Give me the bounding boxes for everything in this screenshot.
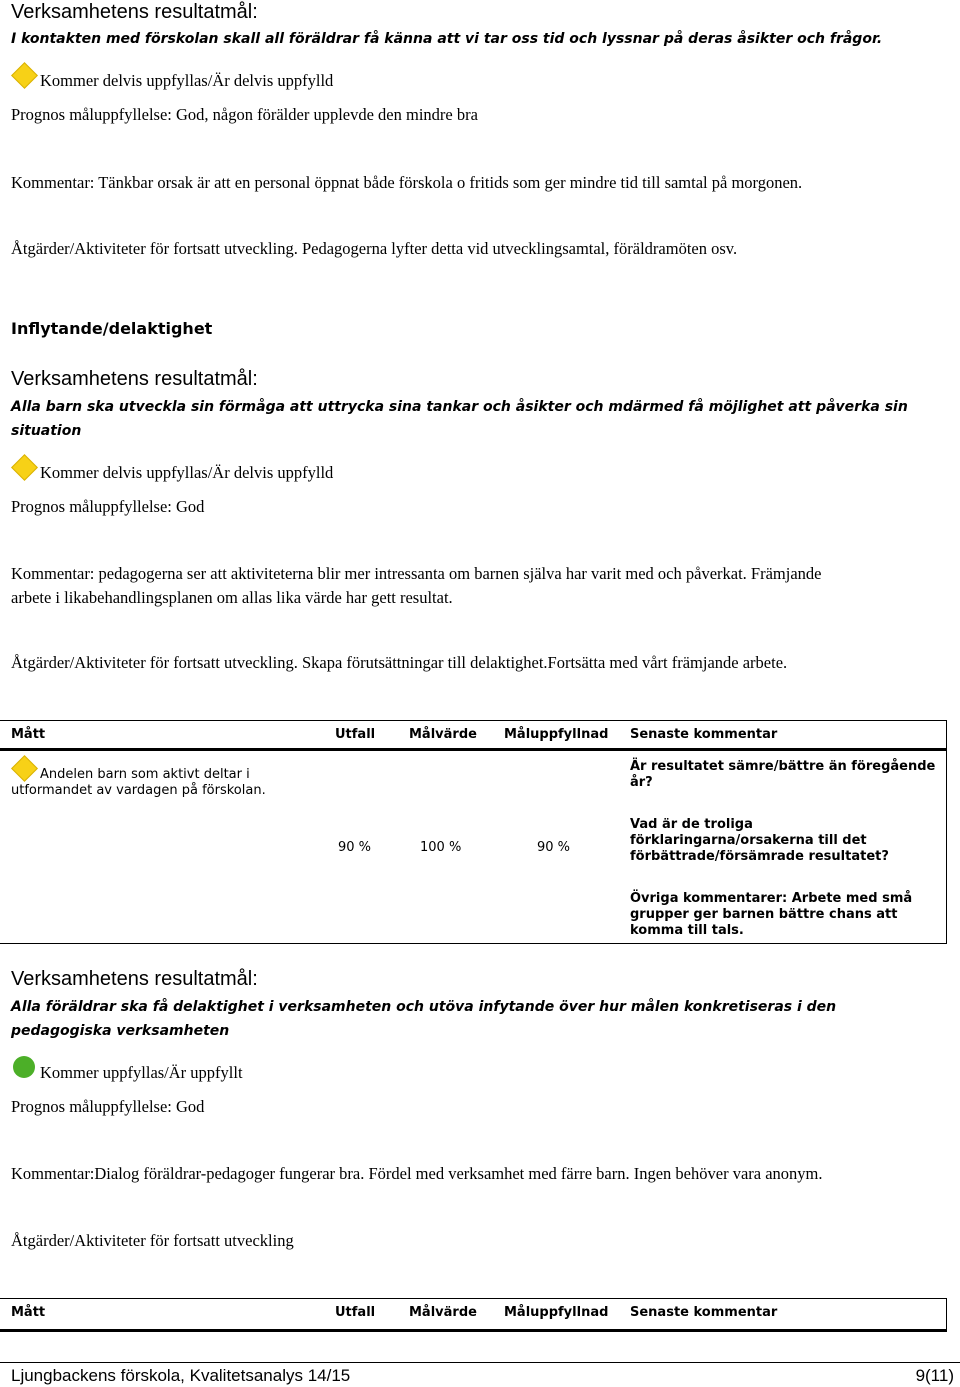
yellow-diamond-status-icon	[11, 62, 38, 89]
measure-text: Andelen barn som aktivt deltar i utformandet av vardagen på förskolan.	[11, 767, 266, 798]
atgarder-text: Åtgärder/Aktiviteter för fortsatt utveckling. Pedagogerna lyfter detta vid utvecklingsamtal, föräldramöten osv.	[11, 239, 738, 258]
footer-page-number: 9(11)	[915, 1366, 954, 1385]
measure-table	[0, 1298, 947, 1332]
col-header-maluppfyllnad: Måluppfyllnad	[504, 1305, 609, 1320]
section-title: Inflytande/delaktighet	[11, 319, 213, 338]
comment-question-1: Är resultatet sämre/bättre än föregående år?	[630, 759, 936, 790]
prognos-text: Prognos måluppfyllelse: God	[11, 497, 205, 516]
yellow-diamond-status-icon	[11, 454, 38, 481]
atgarder-text: Åtgärder/Aktiviteter för fortsatt utveckling. Skapa förutsättningar till delaktighet.Fortsätta med vårt främjande arbete.	[11, 653, 788, 672]
malvarde-value: 100 %	[420, 840, 462, 855]
col-header-maluppfyllnad: Måluppfyllnad	[504, 727, 609, 742]
footer-divider	[0, 1362, 960, 1363]
status-text: Kommer delvis uppfyllas/Är delvis uppfylld	[40, 71, 334, 90]
col-header-matt: Mått	[11, 727, 46, 742]
kommentar-text-line-2: arbete i likabehandlingsplanen om allas lika värde har gett resultat.	[11, 588, 453, 607]
maluppfyllnad-value: 90 %	[537, 840, 571, 855]
col-header-matt: Mått	[11, 1305, 46, 1320]
comment-question-2: Vad är de troliga förklaringarna/orsakerna till det förbättrade/försämrade resultatet?	[630, 817, 889, 864]
result-goal-heading: Verksamhetens resultatmål:	[11, 1, 258, 23]
footer-document-title: Ljungbackens förskola, Kvalitetsanalys 14/15	[11, 1366, 351, 1385]
result-goal-heading: Verksamhetens resultatmål:	[11, 968, 258, 990]
green-circle-status-icon	[13, 1056, 35, 1078]
col-header-senaste-kommentar: Senaste kommentar	[630, 727, 778, 742]
status-text: Kommer uppfyllas/Är uppfyllt	[40, 1063, 243, 1082]
utfall-value: 90 %	[338, 840, 372, 855]
col-header-senaste-kommentar: Senaste kommentar	[630, 1305, 778, 1320]
prognos-text: Prognos måluppfyllelse: God, någon förälder upplevde den mindre bra	[11, 105, 478, 124]
kommentar-text: Kommentar: Tänkbar orsak är att en personal öppnat både förskola o fritids som ger mindre tid till samtal på morgonen.	[11, 173, 803, 192]
col-header-utfall: Utfall	[335, 1305, 376, 1320]
result-goal-heading: Verksamhetens resultatmål:	[11, 368, 258, 390]
col-header-malvarde: Målvärde	[409, 1305, 477, 1320]
comment-ovriga: Övriga kommentarer: Arbete med små grupper ger barnen bättre chans att komma till tals.	[630, 891, 913, 938]
measure-table	[0, 720, 947, 944]
result-goal-text: I kontakten med förskolan skall all föräldrar få känna att vi tar oss tid och lyssnar på deras åsikter och frågor.	[11, 31, 883, 47]
kommentar-text: Kommentar:Dialog föräldrar-pedagoger fungerar bra. Fördel med verksamhet med färre barn. Ingen behöver vara anonym.	[11, 1164, 823, 1183]
result-goal-text: Alla barn ska utveckla sin förmåga att uttrycka sina tankar och åsikter och mdärmed få möjlighet att påverka sin situation	[11, 399, 908, 439]
col-header-malvarde: Målvärde	[409, 727, 477, 742]
header-divider	[0, 748, 946, 751]
atgarder-text: Åtgärder/Aktiviteter för fortsatt utveckling	[11, 1231, 294, 1250]
kommentar-text-line-1: Kommentar: pedagogerna ser att aktiviteterna blir mer intressanta om barnen själva har varit med och påverkat. Främjande	[11, 564, 822, 583]
col-header-utfall: Utfall	[335, 727, 376, 742]
prognos-text: Prognos måluppfyllelse: God	[11, 1097, 205, 1116]
result-goal-text: Alla föräldrar ska få delaktighet i verksamheten och utöva infytande över hur målen konkretiseras i den pedagogiska verksamheten	[11, 999, 837, 1039]
status-text: Kommer delvis uppfyllas/Är delvis uppfylld	[40, 463, 334, 482]
